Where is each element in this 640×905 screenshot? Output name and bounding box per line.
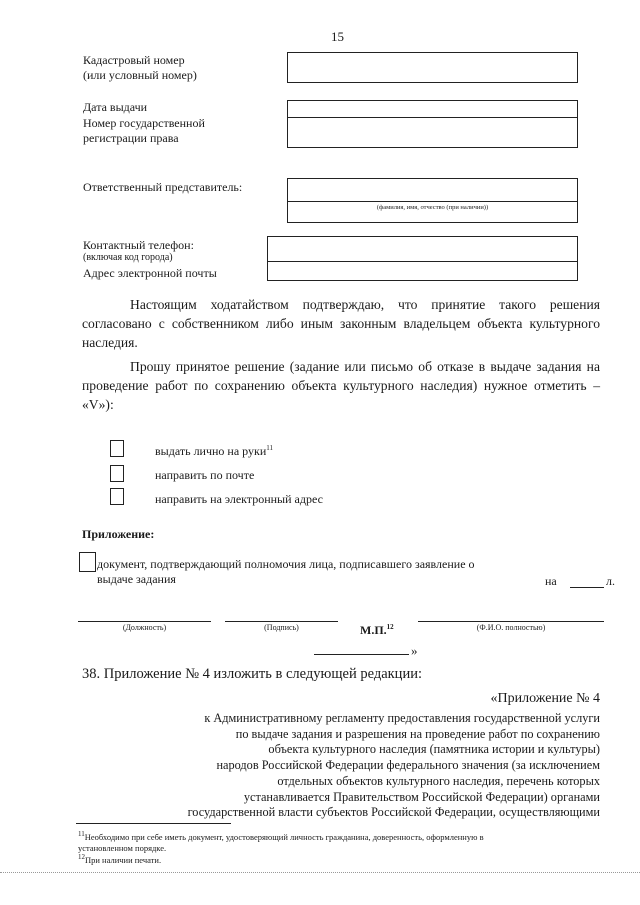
- appendix-subtitle: [140, 711, 600, 821]
- option-checkbox-in-person[interactable]: [110, 440, 124, 457]
- representative-label: Ответственный представитель:: [83, 180, 243, 194]
- phone-label: Контактный телефон:: [83, 238, 194, 252]
- footnote-separator: [76, 823, 231, 824]
- attachment-sheets-field[interactable]: [570, 587, 604, 588]
- footnote-12: $^{12}$При наличии печати.: [78, 853, 162, 865]
- appendix-line: к Административному регламенту предоставления государственной услуги: [204, 711, 600, 725]
- scan-edge: [0, 872, 640, 873]
- seal-label: М.П.$^{12}$: [360, 623, 394, 637]
- signature-hint: (Подпись): [264, 623, 299, 632]
- attachment-heading: Приложение:: [82, 527, 155, 541]
- appendix-line: устанавливается Правительством Российской Федерации) органами: [243, 789, 600, 804]
- appendix-line: народов Российской Федерации федерального значения (за исключением: [216, 758, 600, 773]
- option-checkbox-mail[interactable]: [110, 465, 124, 482]
- phone-hint: (включая код города): [83, 252, 173, 263]
- option-label-mail: направить по почте: [155, 468, 255, 482]
- cadastral-label: Кадастровый номер: [83, 53, 185, 67]
- attachment-item-line2: выдаче задания: [97, 572, 176, 586]
- attachment-item-line1: документ, подтверждающий полномочия лица, подписавшего заявление о: [97, 557, 475, 571]
- position-hint: (Должность): [122, 623, 167, 632]
- closing-line: [314, 654, 409, 655]
- email-field[interactable]: [267, 261, 578, 281]
- cadastral-label-2: (или условный номер): [83, 68, 197, 82]
- footnote-11: $^{11}$Необходимо при себе иметь документ, удостоверяющий личность гражданина, доверенность, оформленную в установленном порядке.: [78, 830, 484, 853]
- representative-field[interactable]: [287, 178, 578, 202]
- attachment-on-label: на: [545, 574, 557, 588]
- reg-number-label: Номер государственной: [83, 116, 205, 130]
- option-label-in-person: выдать лично на руки$^{11}$: [155, 444, 274, 458]
- fio-line[interactable]: [418, 621, 604, 622]
- section-38-heading: 38. Приложение № 4 изложить в следующей редакции:: [82, 666, 422, 682]
- closing-quote: »: [411, 643, 418, 658]
- appendix-line: по выдаче задания и разрешения на проведение работ по сохранению: [235, 726, 600, 741]
- email-label: Адрес электронной почты: [83, 266, 217, 280]
- appendix-title: «Приложение № 4: [490, 691, 600, 706]
- option-label-email: направить на электронный адрес: [155, 492, 323, 506]
- reg-number-field[interactable]: [287, 117, 578, 148]
- issue-date-field[interactable]: [287, 100, 578, 118]
- representative-hint: (фамилия, имя, отчество (при наличии)): [376, 204, 489, 211]
- page-number: 15: [331, 29, 344, 44]
- attachment-sheets-label: л.: [606, 574, 615, 588]
- issue-date-label: Дата выдачи: [83, 100, 148, 114]
- attachment-checkbox[interactable]: [79, 552, 96, 572]
- option-checkbox-email[interactable]: [110, 488, 124, 505]
- appendix-line: государственной власти субъектов Российской Федерации, осуществляющими: [187, 805, 600, 820]
- appendix-line: отдельных объектов культурного наследия, перечень которых: [277, 773, 600, 788]
- appendix-line: объекта культурного наследия (памятника истории и культуры): [268, 742, 600, 757]
- cadastral-number-field[interactable]: [287, 52, 578, 83]
- position-line[interactable]: [78, 621, 211, 622]
- confirmation-paragraph: Настоящим ходатайством подтверждаю, что принятие такого решения согласовано с собственником либо иным законным владельцем объекта культурного наследия.: [82, 297, 600, 350]
- phone-field[interactable]: [267, 236, 578, 262]
- fio-hint: (Ф.И.О. полностью): [476, 623, 546, 632]
- signature-line[interactable]: [225, 621, 338, 622]
- reg-number-label-2: регистрации права: [83, 131, 179, 145]
- request-paragraph: Прошу принятое решение (задание или письмо об отказе в выдаче задания на проведение работ по сохранению объекта культурного наследия) нужное отметить – «V»):: [82, 359, 600, 412]
